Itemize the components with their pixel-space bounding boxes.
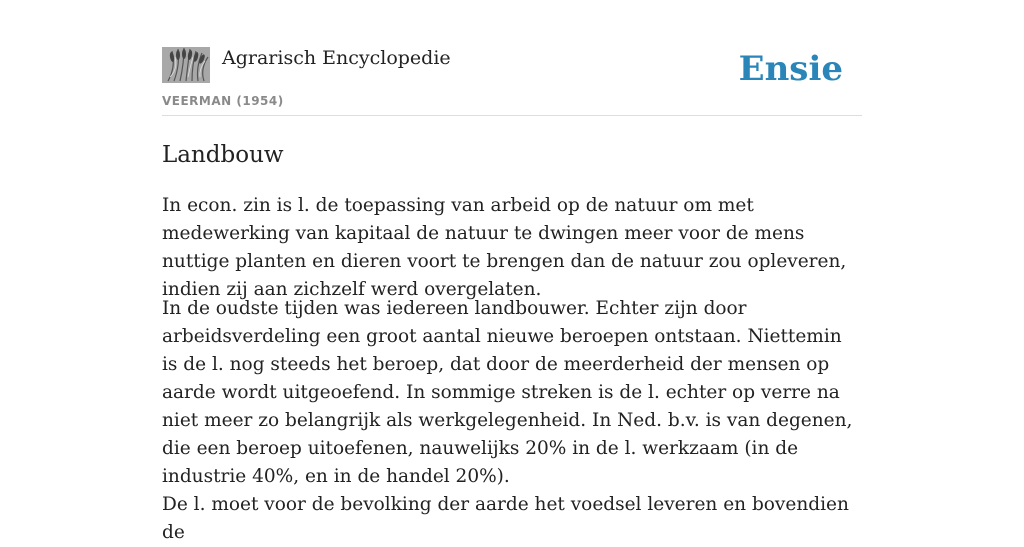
source-header <box>162 46 862 116</box>
article-paragraph: De l. moet voor de bevolking der aarde het voedsel leveren en bovendien de <box>162 494 849 543</box>
wheat-logo-icon[interactable] <box>162 47 210 83</box>
source-author[interactable]: VEERMAN (1954) <box>162 94 284 108</box>
ensie-brand-logo[interactable]: Ensie <box>738 49 843 89</box>
article-title: Landbouw <box>162 142 284 168</box>
article-paragraph: In de oudste tijden was iedereen landbouwer. Echter zijn door arbeidsverdeling een groot aantal nieuwe beroepen ontstaan. Niettemin is de l. nog steeds het beroep, dat door de meerderheid der mensen op aarde wordt uitgeoefend. In sommige streken is de l. echter op verre na niet meer zo belangrijk als werkgelegenheid. In Ned. b.v. is van degenen, die een beroep uitoefenen, nauwelijks 20% in de l. werkzaam (in de industrie 40%, en in de handel 20%). <box>162 298 853 487</box>
article-paragraph: In econ. zin is l. de toepassing van arbeid op de natuur om met medewerking van kapitaal de natuur te dwingen meer voor de mens nuttige planten en dieren voort te brengen dan de natuur zou opleveren, indien zij aan zichzelf werd overgelaten. <box>162 195 847 300</box>
source-title[interactable]: Agrarisch Encyclopedie <box>222 47 451 69</box>
